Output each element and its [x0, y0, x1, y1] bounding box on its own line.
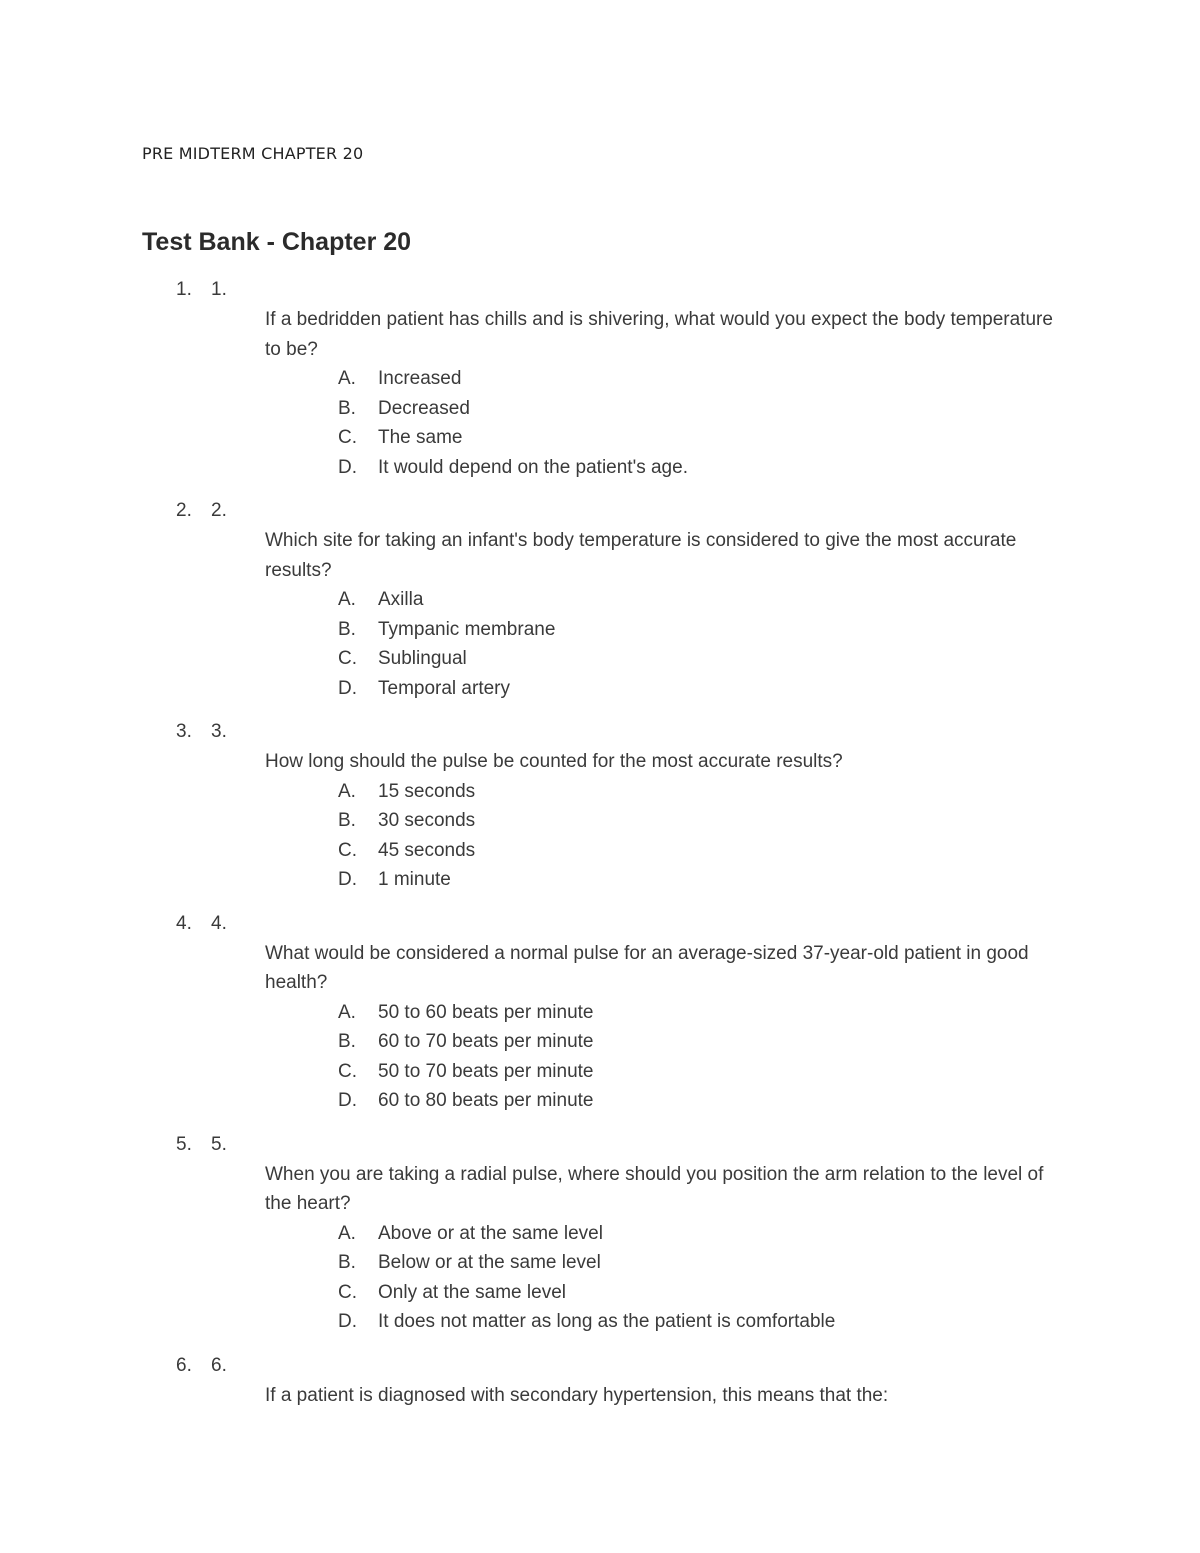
page-title: Test Bank - Chapter 20 [142, 228, 412, 256]
option-letter: D. [338, 456, 357, 478]
answer-options [0, 998, 1200, 1116]
option-text: 30 seconds [378, 810, 476, 831]
option-text: Temporal artery [378, 677, 510, 699]
answer-option-b [0, 806, 1200, 836]
question-number-row [0, 1130, 1200, 1160]
answer-option-b [0, 1248, 1200, 1278]
question-number-row [0, 909, 1200, 939]
option-text: Below or at the same level [378, 1252, 601, 1273]
option-letter: C. [338, 427, 357, 448]
question-text: How long should the pulse be counted for the most accurate results? [265, 751, 843, 772]
question-number: 3. [211, 721, 227, 742]
answer-option-a [0, 585, 1200, 615]
question-6 [0, 1351, 1200, 1411]
question-1 [0, 275, 1200, 482]
answer-option-a [0, 364, 1200, 394]
list-marker: 6. [176, 1354, 192, 1376]
question-number-row [0, 717, 1200, 747]
answer-option-b [0, 615, 1200, 645]
list-marker: 1. [176, 279, 192, 300]
answer-option-c [0, 644, 1200, 674]
question-2 [0, 496, 1200, 703]
option-text: Increased [378, 368, 462, 389]
document-header: PRE MIDTERM CHAPTER 20 [142, 144, 364, 163]
option-text: Tympanic membrane [378, 618, 556, 640]
question-text: If a bedridden patient has chills and is shivering, what would you expect the body temperature to be? [265, 309, 1053, 360]
answer-option-c [0, 1057, 1200, 1087]
option-letter: A. [338, 1001, 356, 1023]
option-letter: A. [338, 368, 356, 389]
option-text: The same [378, 427, 463, 448]
question-number: 6. [211, 1354, 227, 1376]
question-text: If a patient is diagnosed with secondary hypertension, this means that the: [265, 1384, 889, 1406]
answer-options [0, 364, 1200, 482]
option-letter: A. [338, 589, 356, 610]
option-text: Above or at the same level [378, 1222, 603, 1244]
option-letter: B. [338, 1252, 356, 1273]
answer-option-c [0, 1278, 1200, 1308]
option-text: It does not matter as long as the patient is comfortable [378, 1311, 836, 1332]
option-letter: D. [338, 677, 357, 699]
option-text: 60 to 80 beats per minute [378, 1090, 594, 1111]
question-text: Which site for taking an infant's body temperature is considered to give the most accurate results? [265, 530, 1017, 581]
option-letter: B. [338, 1031, 356, 1052]
question-5 [0, 1130, 1200, 1337]
answer-option-a [0, 1219, 1200, 1249]
answer-option-d [0, 1307, 1200, 1337]
answer-option-b [0, 1027, 1200, 1057]
option-letter: A. [338, 780, 356, 802]
option-text: 50 to 70 beats per minute [378, 1060, 594, 1082]
option-letter: C. [338, 839, 357, 861]
answer-option-d [0, 865, 1200, 895]
option-text: It would depend on the patient's age. [378, 456, 688, 478]
answer-options [0, 777, 1200, 895]
answer-options [0, 585, 1200, 703]
option-letter: B. [338, 397, 356, 419]
answer-option-c [0, 423, 1200, 453]
question-text: When you are taking a radial pulse, where should you position the arm relation to the level of the heart? [265, 1163, 1044, 1214]
question-3 [0, 717, 1200, 895]
answer-options [0, 1219, 1200, 1337]
list-marker: 5. [176, 1133, 192, 1155]
option-letter: D. [338, 1311, 357, 1332]
answer-option-d [0, 1086, 1200, 1116]
question-list [0, 275, 1200, 1424]
list-marker: 2. [176, 500, 192, 521]
option-letter: C. [338, 1060, 357, 1082]
question-number-row [0, 496, 1200, 526]
question-number: 2. [211, 500, 227, 521]
answer-option-d [0, 453, 1200, 483]
question-number: 1. [211, 279, 227, 300]
question-number: 5. [211, 1133, 227, 1155]
answer-option-a [0, 998, 1200, 1028]
option-letter: A. [338, 1222, 356, 1244]
option-text: Decreased [378, 397, 470, 419]
question-number-row [0, 275, 1200, 305]
option-text: Axilla [378, 589, 424, 610]
option-text: 50 to 60 beats per minute [378, 1001, 594, 1023]
option-text: Only at the same level [378, 1281, 566, 1303]
list-marker: 4. [176, 912, 192, 934]
option-letter: D. [338, 869, 357, 890]
list-marker: 3. [176, 721, 192, 742]
answer-option-a [0, 777, 1200, 807]
option-text: 1 minute [378, 869, 451, 890]
answer-option-b [0, 394, 1200, 424]
option-letter: C. [338, 648, 357, 669]
option-text: 45 seconds [378, 839, 476, 861]
question-number-row [0, 1351, 1200, 1381]
option-letter: B. [338, 618, 356, 640]
option-letter: C. [338, 1281, 357, 1303]
option-text: 15 seconds [378, 780, 476, 802]
option-text: 60 to 70 beats per minute [378, 1031, 594, 1052]
question-text: What would be considered a normal pulse for an average-sized 37-year-old patient in good health? [265, 942, 1029, 993]
answer-option-c [0, 836, 1200, 866]
question-number: 4. [211, 912, 227, 934]
option-letter: B. [338, 810, 356, 831]
answer-option-d [0, 674, 1200, 704]
question-4 [0, 909, 1200, 1116]
option-letter: D. [338, 1090, 357, 1111]
option-text: Sublingual [378, 648, 467, 669]
